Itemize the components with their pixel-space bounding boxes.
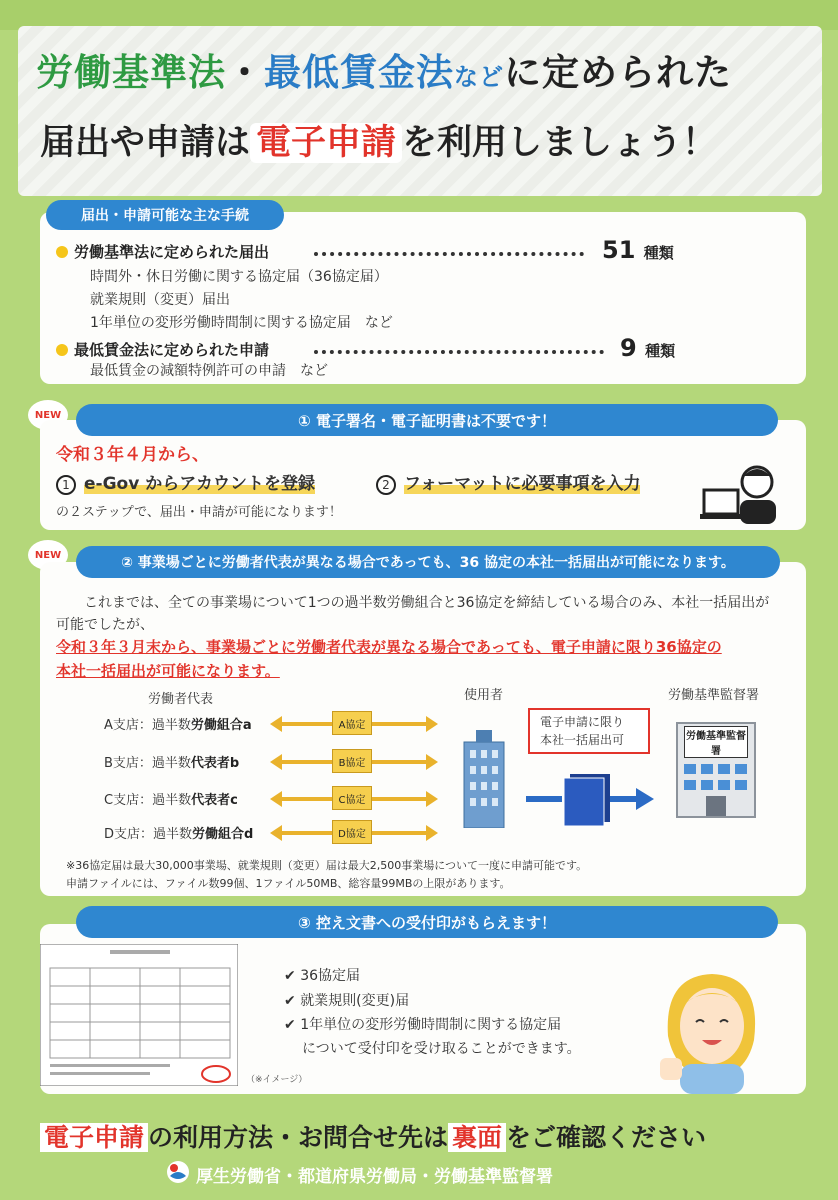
branch-name: D支店：過半数 <box>104 827 193 842</box>
agreement-doc: C協定 <box>332 786 372 810</box>
col-rep: 労働者代表 <box>148 692 214 707</box>
footer-org: 厚生労働省・都道府県労働局・労働基準監督署 <box>196 1167 553 1187</box>
agreement-doc: D協定 <box>332 820 372 844</box>
headline-line1 <box>36 42 732 96</box>
e-application: 電子申請 <box>250 123 402 163</box>
wage-title-text: 最低賃金法に定められた申請 <box>74 341 270 359</box>
procedures-tag: 届出・申請可能な主な手続 <box>46 200 284 230</box>
highlight-line: 令和３年３月末から、事業場ごとに労働者代表が異なる場合であっても、電子申請に限り36協定の <box>56 638 722 656</box>
condition-text: 電子申請に限り <box>540 715 625 729</box>
body-line: これまでは、全ての事業場について1つの過半数労働組合と36協定を締結している場合のみ、本社一括届出が <box>84 595 770 611</box>
leader-dots <box>314 252 584 256</box>
col-office: 労働基準監督署 <box>668 688 760 703</box>
check-text: 就業規則(変更)届 <box>300 993 410 1009</box>
bullet-icon <box>56 344 68 356</box>
wage-count <box>620 334 675 362</box>
labor-unit: 種類 <box>643 244 674 262</box>
highlight-line: 本社一括届出が可能になります。 <box>56 662 280 680</box>
office-worker-icon <box>700 460 786 526</box>
footer-end: をご確認ください <box>506 1123 707 1152</box>
section2-title: ② 事業場ごとに労働者代表が異なる場合であっても、36 協定の本社一括届出が可能になります。 <box>76 546 780 578</box>
labor-item: 就業規則（変更）届出 <box>90 292 230 308</box>
building-icon <box>458 728 510 828</box>
footnote: 申請ファイルには、ファイル数99個、1ファイル50MB、総容量99MBの上限があります。 <box>66 877 511 890</box>
agreement-doc: A協定 <box>332 711 372 735</box>
footer-mid: の利用方法・お問合せ先は <box>148 1123 449 1152</box>
step1-text: e-Gov からアカウントを登録 <box>84 474 316 494</box>
branch-row <box>104 714 252 733</box>
wage-count-num: 9 <box>620 334 637 362</box>
check-text: 1年単位の変形労働時間制に関する協定届 <box>300 1017 562 1033</box>
labor-title-text: 労働基準法に定められた届出 <box>74 243 270 261</box>
branch-row <box>104 823 253 842</box>
agreement-doc: B協定 <box>332 749 372 773</box>
footer-main <box>40 1118 706 1154</box>
new-badge: NEW <box>28 400 68 430</box>
footnote: ※36協定届は最大30,000事業場、就業規則（変更）届は最大2,500事業場について一度に申請可能です。 <box>66 859 588 872</box>
check-item <box>284 1014 561 1034</box>
branch-rep: 労働組合d <box>192 827 254 842</box>
etc: など <box>454 63 504 91</box>
labor-title <box>56 241 269 262</box>
bullet-icon <box>56 246 68 258</box>
branch-name: A支店：過半数 <box>104 718 191 733</box>
footer-back: 裏面 <box>448 1123 506 1152</box>
branch-rep: 労働組合a <box>190 718 252 733</box>
submit-arrow-icon <box>526 768 658 828</box>
step1-num: 1 <box>56 475 76 495</box>
leader-dots <box>314 350 604 354</box>
new-badge: NEW <box>28 540 68 570</box>
labor-count <box>602 236 674 264</box>
step-note: の２ステップで、届出・申請が可能になります！ <box>56 505 342 520</box>
check-item <box>284 965 360 985</box>
col-user: 使用者 <box>464 688 504 703</box>
office-sign: 労働基準監督署 <box>684 726 748 758</box>
start-date: 令和３年４月から、 <box>56 445 209 465</box>
branch-rep: 代表者c <box>191 793 238 808</box>
defined: に定められた <box>504 51 732 94</box>
check-icon: ✔ <box>284 993 301 1009</box>
check-tail: について受付印を受け取ることができます。 <box>302 1041 581 1057</box>
headline-line2 <box>40 115 717 165</box>
wage-title <box>56 339 269 360</box>
section1-title: ① 電子署名・電子証明書は不要です！ <box>76 404 778 436</box>
labor-item: 1年単位の変形労働時間制に関する協定届 など <box>90 315 393 331</box>
condition-text: 本社一括届出可 <box>540 733 625 747</box>
branch-row <box>104 789 238 808</box>
check-icon: ✔ <box>284 1017 301 1033</box>
step2 <box>376 469 640 495</box>
section3-title: ③ 控え文書への受付印がもらえます！ <box>76 906 778 938</box>
step1 <box>56 469 315 495</box>
branch-name: C支店：過半数 <box>104 793 192 808</box>
wage-item: 最低賃金の減額特例許可の申請 など <box>90 363 328 379</box>
branch-row <box>104 752 239 771</box>
step2-num: 2 <box>376 475 396 495</box>
branch-name: B支店：過半数 <box>104 756 191 771</box>
step2-text: フォーマットに必要事項を入力 <box>404 474 641 494</box>
l2c: を利用しましょう！ <box>402 123 718 163</box>
labor-count-num: 51 <box>602 236 636 264</box>
law-wage: 最低賃金法 <box>264 51 454 94</box>
law-labor: 労働基準法 <box>36 51 226 94</box>
check-item <box>284 990 409 1010</box>
woman-thumbsup-icon <box>650 966 772 1094</box>
mhlw-logo-icon <box>166 1160 190 1184</box>
form-sample-image <box>40 944 238 1086</box>
dot-sep: ・ <box>226 51 264 94</box>
window-grid-icon <box>684 764 748 816</box>
l2a: 届出や申請は <box>40 123 251 163</box>
image-caption: （※イメージ） <box>246 1075 308 1085</box>
wage-unit: 種類 <box>645 342 676 360</box>
body-line: 可能でしたが、 <box>56 617 154 633</box>
labor-item: 時間外・休日労働に関する協定届（36協定届） <box>90 269 388 285</box>
check-icon: ✔ <box>284 968 301 984</box>
footer-e-app: 電子申請 <box>40 1123 148 1152</box>
branch-rep: 代表者b <box>190 756 240 771</box>
check-text: 36協定届 <box>300 968 361 984</box>
